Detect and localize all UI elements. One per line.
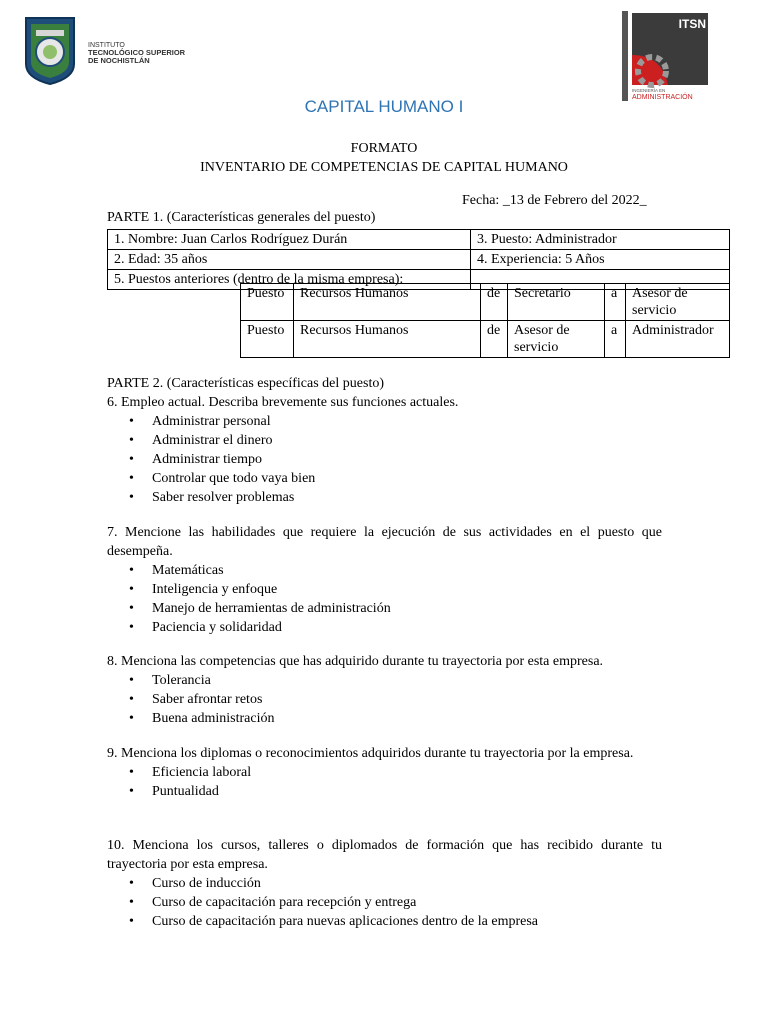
list-item: • Curso de capacitación para recepción y entrega — [107, 893, 662, 912]
part2-q6-section — [107, 374, 662, 507]
list-item: • Paciencia y solidaridad — [107, 618, 662, 637]
experience-cell: 4. Experiencia: 5 Años — [471, 250, 730, 270]
itsn-logo — [622, 11, 710, 101]
cell-area: Recursos Humanos — [294, 321, 481, 358]
cell-de: de — [481, 321, 508, 358]
name-cell: 1. Nombre: Juan Carlos Rodríguez Durán — [108, 230, 471, 250]
list-item: • Tolerancia — [107, 671, 662, 690]
cell-to: Administrador — [626, 321, 730, 358]
q6-list — [107, 412, 662, 507]
right-logo-line2: ADMINISTRACIÓN — [632, 94, 693, 101]
document-title: CAPITAL HUMANO I — [304, 97, 464, 116]
q8-section — [107, 652, 662, 728]
cell-de: de — [481, 284, 508, 321]
table-row — [241, 321, 730, 358]
cell-from: Asesor de servicio — [508, 321, 605, 358]
form-heading-line2: INVENTARIO DE COMPETENCIAS DE CAPITAL HUMANO — [200, 160, 568, 175]
logo-text-line1: INSTITUTO — [88, 42, 125, 49]
list-item: • Inteligencia y enfoque — [107, 580, 662, 599]
list-item: • Saber resolver problemas — [107, 488, 662, 507]
date-field: Fecha: _13 de Febrero del 2022_ — [462, 193, 647, 208]
table-row — [108, 250, 730, 270]
list-item: • Administrar tiempo — [107, 450, 662, 469]
list-item: • Eficiencia laboral — [107, 763, 662, 782]
list-item: • Matemáticas — [107, 561, 662, 580]
list-item: • Buena administración — [107, 709, 662, 728]
list-item: • Administrar personal — [107, 412, 662, 431]
right-logo-line1: INGENIERÍA EN — [632, 88, 666, 93]
q8-list — [107, 671, 662, 728]
cell-from: Secretario — [508, 284, 605, 321]
q9-section — [107, 744, 662, 801]
cell-a: a — [605, 284, 626, 321]
cell-to: Asesor de servicio — [626, 284, 730, 321]
list-item: • Curso de capacitación para nuevas aplicaciones dentro de la empresa — [107, 912, 662, 931]
form-heading-line1: FORMATO — [350, 141, 418, 156]
table-row — [241, 284, 730, 321]
position-cell: 3. Puesto: Administrador — [471, 230, 730, 250]
general-info-table — [107, 229, 730, 290]
logo-text-line3: DE NOCHISTLÁN — [88, 56, 150, 65]
q7-list — [107, 561, 662, 637]
cell-a: a — [605, 321, 626, 358]
question-9: 9. Menciona los diplomas o reconocimientos adquiridos durante tu trayectoria por la empresa. — [107, 746, 634, 761]
q10-list — [107, 874, 662, 931]
logo-text-line2: TECNOLÓGICO SUPERIOR — [88, 48, 186, 57]
q9-list — [107, 763, 662, 801]
question-6: 6. Empleo actual. Describa brevemente sus funciones actuales. — [107, 395, 459, 410]
itsn-text: ITSN — [678, 17, 706, 31]
list-item: • Puntualidad — [107, 782, 662, 801]
list-item: • Manejo de herramientas de administración — [107, 599, 662, 618]
list-item: • Curso de inducción — [107, 874, 662, 893]
previous-positions-table — [240, 283, 730, 358]
q10-section — [107, 836, 662, 931]
list-item: • Saber afrontar retos — [107, 690, 662, 709]
cell-puesto: Puesto — [241, 321, 294, 358]
table-row — [108, 230, 730, 250]
part1-title: PARTE 1. (Características generales del puesto) — [107, 210, 376, 225]
previous-positions-cell: 5. Puestos anteriores (dentro de la misma empresa): — [108, 270, 471, 290]
list-item: • Administrar el dinero — [107, 431, 662, 450]
part2-title: PARTE 2. (Características específicas del puesto) — [107, 376, 384, 391]
list-item: • Controlar que todo vaya bien — [107, 469, 662, 488]
q7-section — [107, 523, 662, 637]
cell-area: Recursos Humanos — [294, 284, 481, 321]
form-heading — [0, 139, 768, 177]
age-cell: 2. Edad: 35 años — [108, 250, 471, 270]
question-8: 8. Menciona las competencias que has adquirido durante tu trayectoria por esta empresa. — [107, 654, 604, 669]
institute-logo — [22, 14, 202, 86]
question-7: 7. Mencione las habilidades que requiere la ejecución de sus actividades en el puesto que desempeña. — [107, 525, 662, 559]
question-10: 10. Menciona los cursos, talleres o diplomados de formación que has recibido durante tu trayectoria por esta empresa. — [107, 838, 662, 872]
cell-puesto: Puesto — [241, 284, 294, 321]
